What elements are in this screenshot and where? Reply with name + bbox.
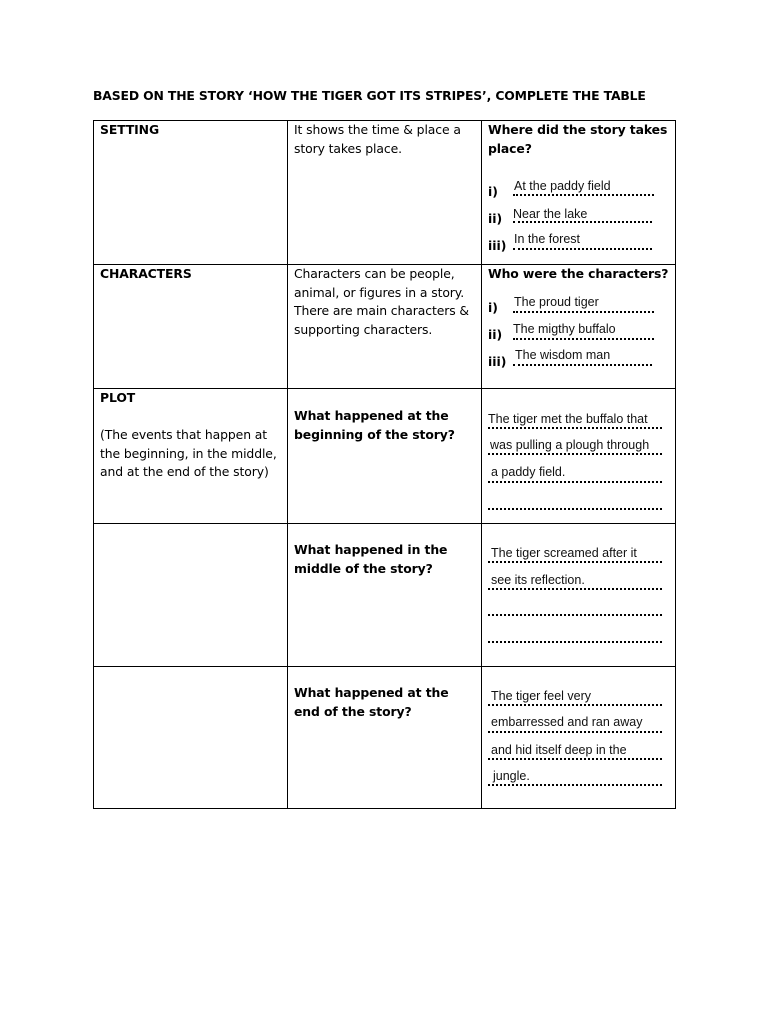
plot-middle-answer-line: see its reflection. [491, 573, 585, 587]
row-divider [93, 388, 676, 389]
answer-line [488, 481, 662, 483]
plot-label: PLOT [100, 390, 136, 405]
setting-item-number: i) [488, 184, 498, 199]
answer-line [513, 311, 654, 313]
answer-line [488, 758, 662, 760]
plot-beginning-answer-line: was pulling a plough through [490, 438, 650, 452]
answer-line [488, 614, 662, 616]
plot-end-answer-line: The tiger feel very [491, 689, 592, 703]
setting-item-number: ii) [488, 211, 503, 226]
answer-line [513, 364, 652, 366]
plot-end-answer-line: and hid itself deep in the [491, 743, 627, 757]
setting-label: SETTING [100, 122, 160, 137]
plot-end-answer-line: jungle. [493, 769, 530, 783]
setting-answer: In the forest [514, 232, 581, 246]
characters-label: CHARACTERS [100, 266, 192, 281]
character-answer: The migthy buffalo [513, 322, 616, 336]
characters-question: Who were the characters? [488, 266, 669, 281]
character-item-number: i) [488, 300, 498, 315]
answer-line [488, 641, 662, 643]
answer-line [488, 731, 662, 733]
plot-end-question: What happened at the end of the story? [294, 685, 449, 719]
character-answer: The proud tiger [514, 295, 599, 309]
answer-line [513, 248, 652, 250]
answer-line [488, 453, 662, 455]
plot-note: (The events that happen at the beginning, in the middle, and at the end of the story) [100, 427, 277, 479]
row-divider [93, 666, 676, 667]
plot-middle-answer-line: The tiger screamed after it [491, 546, 637, 560]
character-item-number: ii) [488, 327, 503, 342]
column-divider [287, 120, 288, 809]
answer-line [513, 221, 652, 223]
character-item-number: iii) [488, 354, 507, 369]
setting-description: It shows the time & place a story takes place. [294, 122, 461, 156]
plot-beginning-answer-line: The tiger met the buffalo that [488, 412, 648, 426]
character-answer: The wisdom man [515, 348, 611, 362]
worksheet-title: BASED ON THE STORY ‘HOW THE TIGER GOT ITS STRIPES’, COMPLETE THE TABLE [93, 88, 646, 103]
answer-line [488, 427, 662, 429]
column-divider [481, 120, 482, 809]
table-border-right [675, 120, 676, 809]
setting-question: Where did the story takes place? [488, 122, 668, 156]
answer-line [488, 784, 662, 786]
setting-item-number: iii) [488, 238, 507, 253]
table-border-bottom [93, 808, 676, 809]
characters-description: Characters can be people, animal, or figures in a story. There are main characters & supporting characters. [294, 266, 469, 337]
answer-line [488, 704, 662, 706]
setting-answer: At the paddy field [514, 179, 611, 193]
plot-middle-question: What happened in the middle of the story? [294, 542, 448, 576]
answer-line [513, 338, 654, 340]
answer-line [488, 561, 662, 563]
plot-beginning-answer-line: a paddy field. [491, 465, 566, 479]
answer-line [513, 194, 654, 196]
plot-end-answer-line: embarressed and ran away [491, 715, 643, 729]
answer-line [488, 508, 662, 510]
plot-beginning-question: What happened at the beginning of the story? [294, 408, 455, 442]
table-border-left [93, 120, 94, 809]
setting-answer: Near the lake [513, 207, 588, 221]
answer-line [488, 588, 662, 590]
row-divider [93, 523, 676, 524]
